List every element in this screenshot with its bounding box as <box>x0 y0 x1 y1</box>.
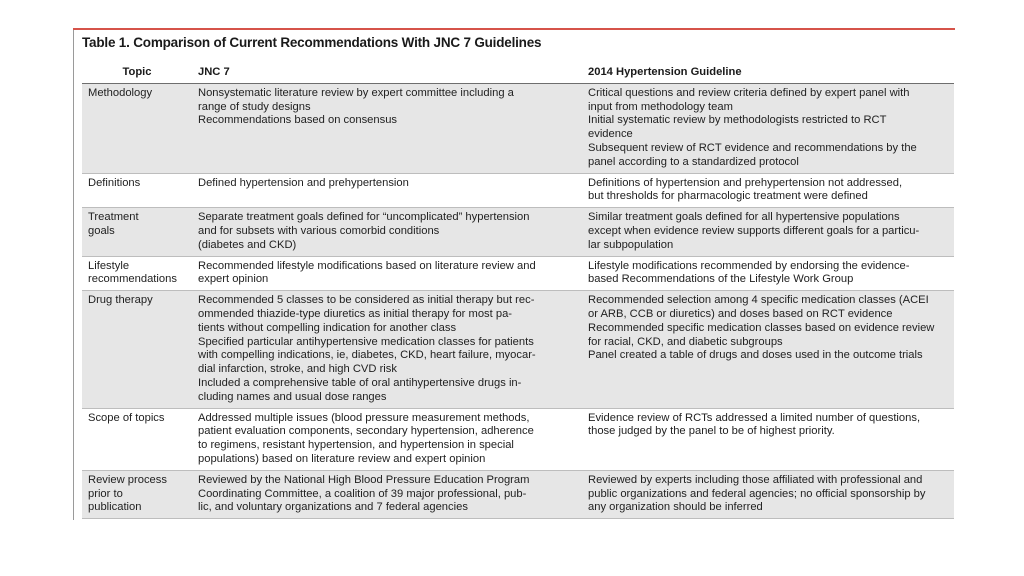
comparison-table <box>82 62 954 519</box>
table-row <box>82 173 954 208</box>
table-header-row <box>82 62 954 83</box>
jnc7-cell: Addressed multiple issues (blood pressure measurement methods, patient evaluation components, secondary hypertension, adherence to regimens, resistant hypertension, and hypertension in special populations) based on literature review and expert opinion <box>192 408 582 470</box>
header-2014-guideline: 2014 Hypertension Guideline <box>582 62 954 83</box>
guideline-2014-cell: Evidence review of RCTs addressed a limited number of questions, those judged by the panel to be of highest priority. <box>582 408 954 470</box>
table-row <box>82 408 954 470</box>
header-jnc7: JNC 7 <box>192 62 582 83</box>
topic-cell: Treatment goals <box>82 208 192 256</box>
guideline-2014-cell: Similar treatment goals defined for all hypertensive populations except when evidence review supports different goals for a particu- lar subpopulation <box>582 208 954 256</box>
topic-cell: Lifestyle recommendations <box>82 256 192 291</box>
topic-cell: Scope of topics <box>82 408 192 470</box>
guideline-2014-cell: Recommended selection among 4 specific medication classes (ACEI or ARB, CCB or diuretics) and doses based on RCT evidence Recommended specific medication classes based on evidence review for racial, CKD, and diabetic subgroups Panel created a table of drugs and doses used in the outcome trials <box>582 291 954 408</box>
topic-cell: Drug therapy <box>82 291 192 408</box>
jnc7-cell: Separate treatment goals defined for “uncomplicated” hypertension and for subsets with various comorbid conditions (diabetes and CKD) <box>192 208 582 256</box>
table-row <box>82 83 954 173</box>
table-row <box>82 256 954 291</box>
topic-cell: Definitions <box>82 173 192 208</box>
topic-cell: Review process prior to publication <box>82 470 192 518</box>
topic-cell: Methodology <box>82 83 192 173</box>
guideline-2014-cell: Critical questions and review criteria defined by expert panel with input from methodology team Initial systematic review by methodologists restricted to RCT evidence Subsequent review of RCT evidence and recommendations by the panel according to a standardized protocol <box>582 83 954 173</box>
jnc7-cell: Reviewed by the National High Blood Pressure Education Program Coordinating Committee, a coalition of 39 major professional, pub- lic, and voluntary organizations and 7 federal agencies <box>192 470 582 518</box>
table-row <box>82 208 954 256</box>
guideline-2014-cell: Definitions of hypertension and prehypertension not addressed, but thresholds for pharmacologic treatment were defined <box>582 173 954 208</box>
jnc7-cell: Defined hypertension and prehypertension <box>192 173 582 208</box>
jnc7-cell: Recommended lifestyle modifications based on literature review and expert opinion <box>192 256 582 291</box>
table-top-rule <box>73 28 955 30</box>
table-caption: Table 1. Comparison of Current Recommendations With JNC 7 Guidelines <box>82 35 542 50</box>
jnc7-cell: Nonsystematic literature review by expert committee including a range of study designs Recommendations based on consensus <box>192 83 582 173</box>
guideline-2014-cell: Lifestyle modifications recommended by endorsing the evidence- based Recommendations of the Lifestyle Work Group <box>582 256 954 291</box>
guideline-2014-cell: Reviewed by experts including those affiliated with professional and public organizations and federal agencies; no official sponsorship by any organization should be inferred <box>582 470 954 518</box>
table-row <box>82 291 954 408</box>
header-topic: Topic <box>82 62 192 83</box>
table-row <box>82 470 954 518</box>
jnc7-cell: Recommended 5 classes to be considered as initial therapy but rec- ommended thiazide-type diuretics as initial therapy for most pa- tients without compelling indication for another class Specified particular antihypertensive medication classes for patients with compelling indications, ie, diabetes, CKD, heart failure, myocar- dial infarction, stroke, and high CVD risk Included a comprehensive table of oral antihypertensive drugs in- cluding names and usual dose ranges <box>192 291 582 408</box>
